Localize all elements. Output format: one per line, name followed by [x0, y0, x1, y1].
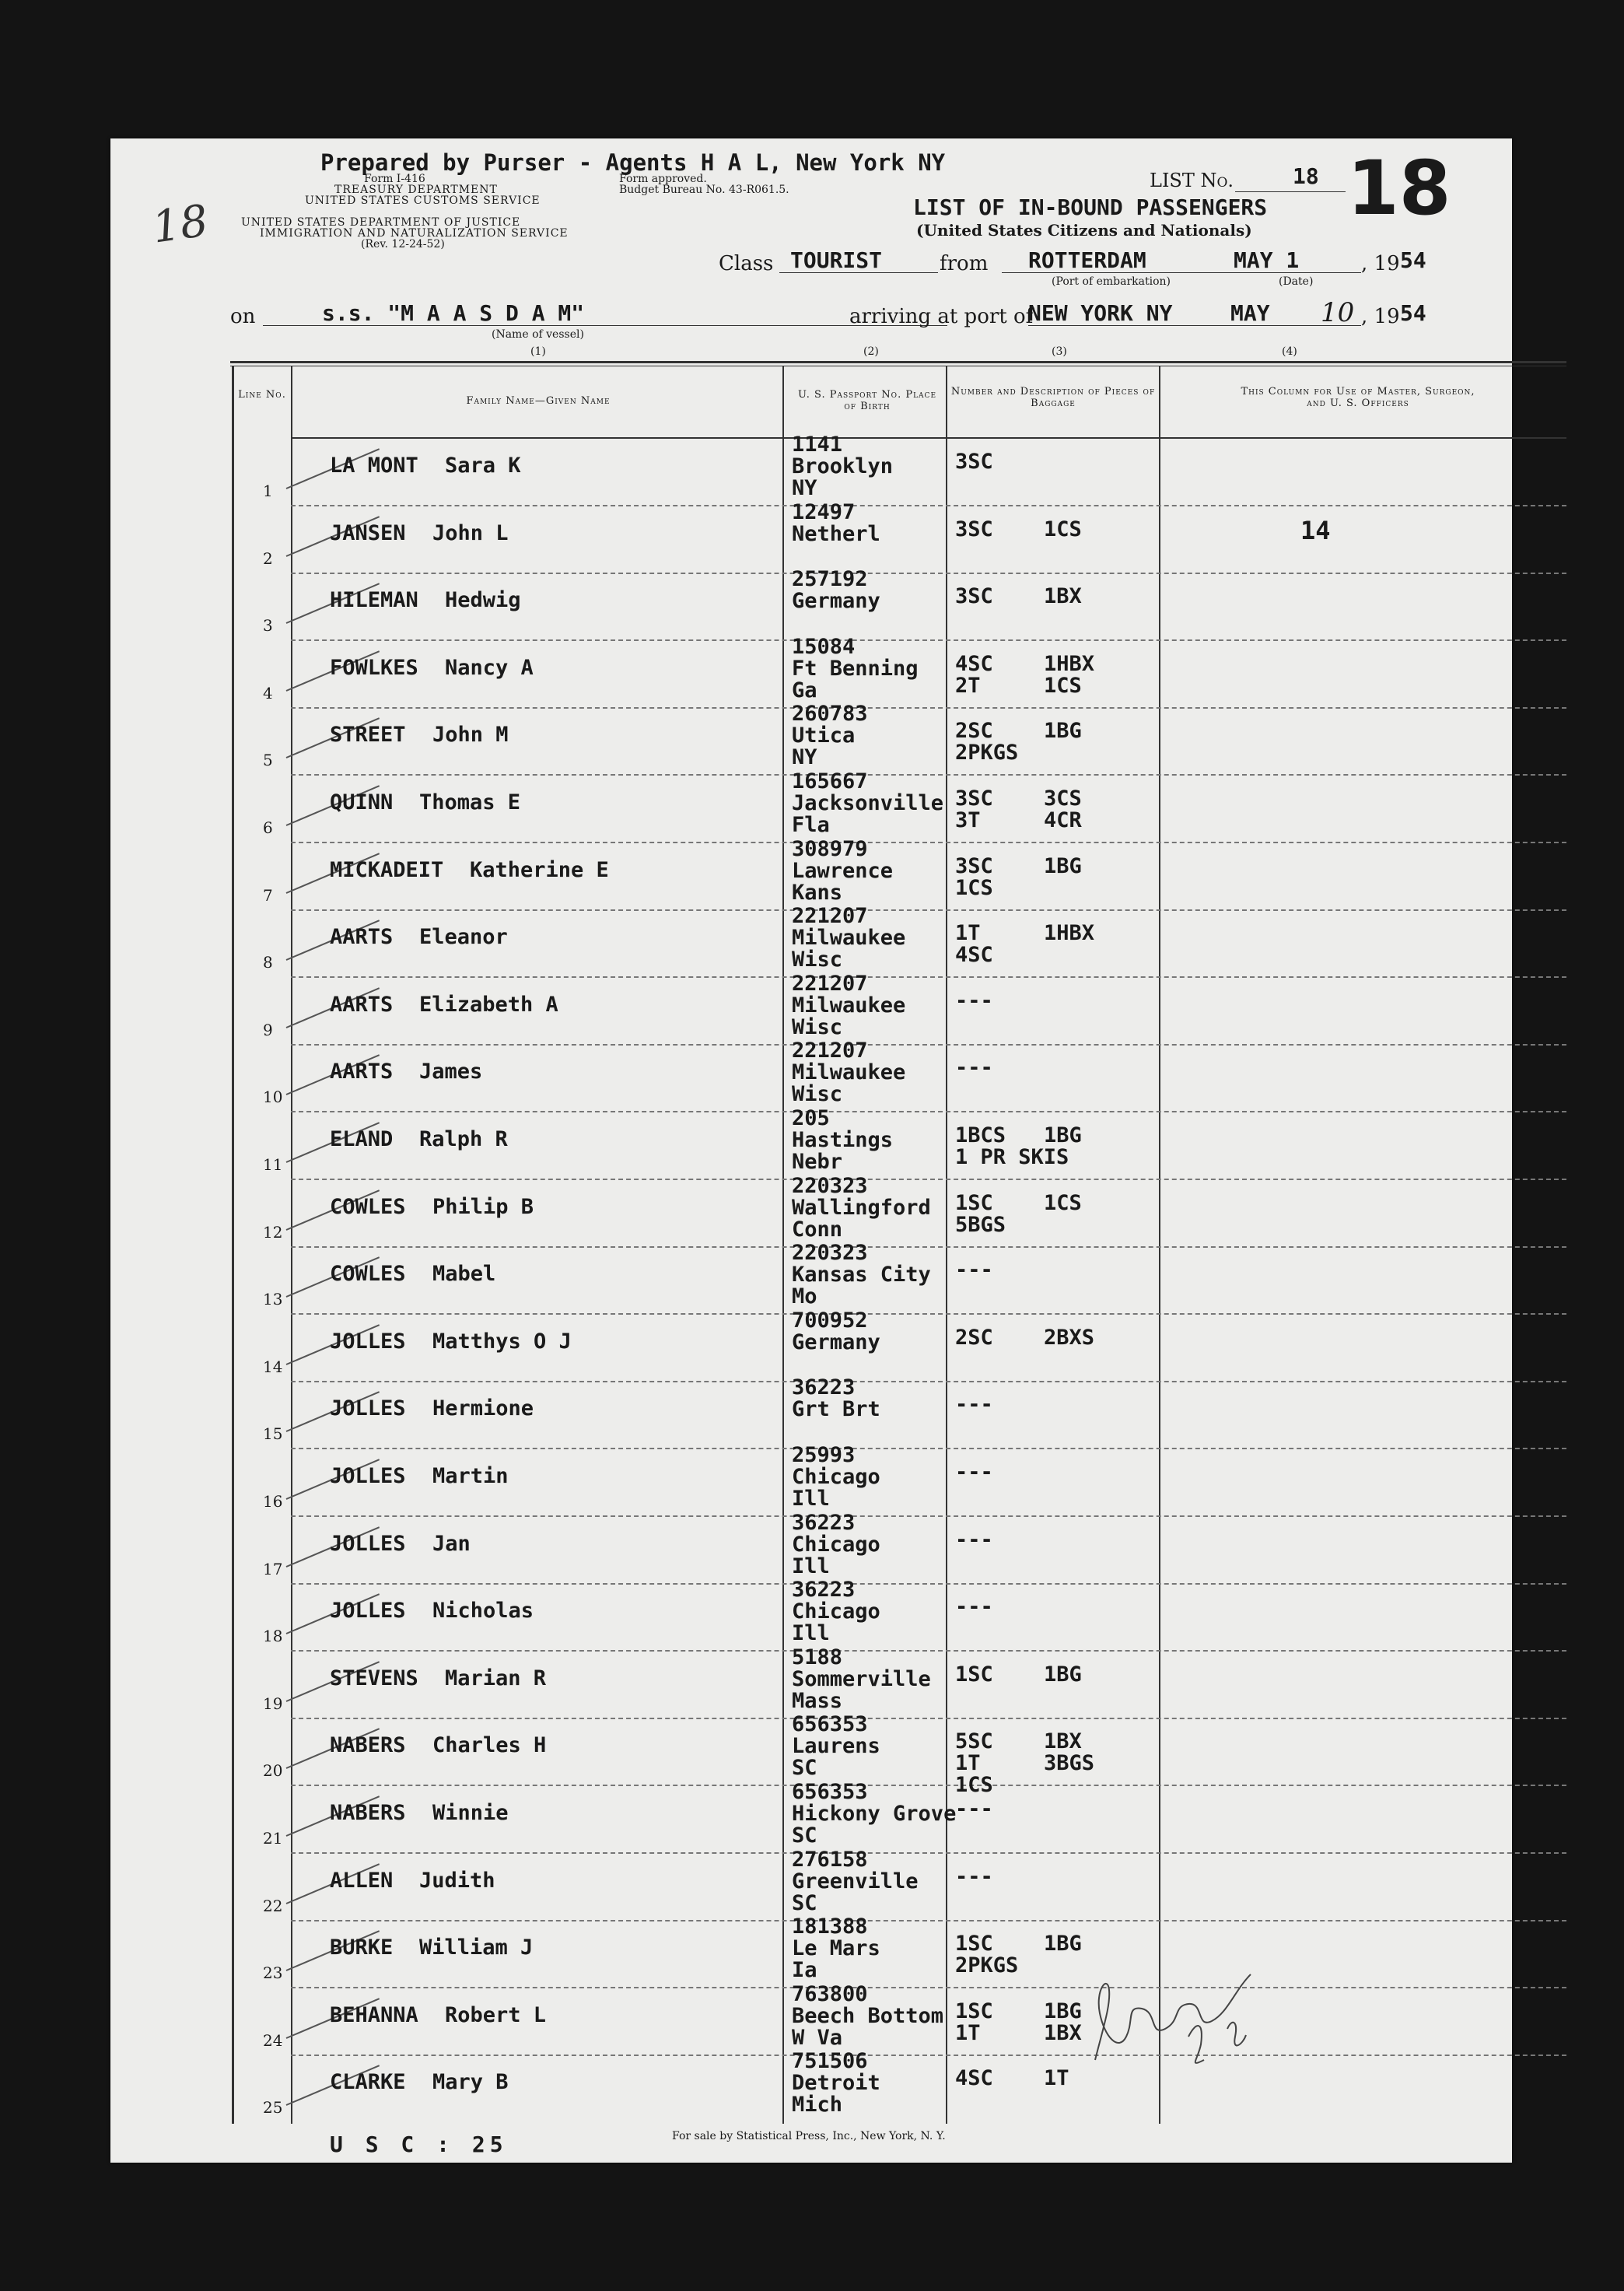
birthplace-state: Mass [792, 1689, 843, 1713]
given-name: Winnie [432, 1801, 509, 1825]
passport-number: 308979 [792, 837, 868, 861]
row-separator [291, 1718, 1566, 1719]
given-name: Nicholas [432, 1599, 534, 1623]
line-number: 18 [263, 1626, 283, 1645]
passport-number: 221207 [792, 972, 868, 996]
birthplace-state: Ill [792, 1554, 830, 1578]
class-label: Class [719, 252, 774, 275]
birthplace-state: Ill [792, 1621, 830, 1645]
passport-number: 12497 [792, 500, 856, 524]
baggage-1: --- [955, 1865, 993, 1889]
family-name: JOLLES [330, 1329, 406, 1354]
date-caption: (Date) [1279, 275, 1314, 288]
family-name: JOLLES [330, 1464, 406, 1488]
baggage-1: 1SC [955, 1932, 993, 1956]
baggage-2: 1BG [1044, 1662, 1082, 1687]
line-number: 12 [263, 1222, 283, 1242]
birthplace: Le Mars [792, 1936, 880, 1960]
row-separator [291, 1785, 1566, 1786]
given-name: Martin [432, 1464, 509, 1488]
birthplace: Greenville [792, 1869, 919, 1893]
form-number: Form I-416 [364, 173, 425, 185]
given-name: Marian R [445, 1666, 547, 1690]
passport-number: 257192 [792, 567, 868, 591]
usc-tally: U S C : 25 [330, 2132, 508, 2157]
given-name: Mary B [432, 2070, 509, 2094]
vessel-name: s.s. "M A A S D A M" [322, 300, 585, 326]
column-number: (2) [863, 345, 879, 358]
passport-number: 205 [792, 1106, 830, 1130]
passport-number: 260783 [792, 702, 868, 726]
budget-bureau: Budget Bureau No. 43-R061.5. [619, 184, 789, 196]
passport-number: 36223 [792, 1511, 856, 1535]
given-name: John M [432, 723, 509, 747]
birthplace: Milwaukee [792, 1060, 906, 1084]
birthplace: Utica [792, 723, 856, 748]
baggage-1: --- [955, 989, 993, 1013]
passport-number: 5188 [792, 1645, 843, 1669]
prepared-by-line: Prepared by Purser - Agents H A L, New York NY [320, 149, 946, 176]
on-label: on [230, 305, 256, 328]
passport-number: 656353 [792, 1780, 868, 1804]
baggage-2: 1BG [1044, 854, 1082, 878]
given-name: John L [432, 521, 509, 545]
printer-credit: For sale by Statistical Press, Inc., New York, N. Y. [672, 2130, 946, 2142]
line-number: 2 [263, 548, 273, 568]
family-name: MICKADEIT [330, 858, 444, 882]
date-underline [1199, 272, 1361, 273]
baggage-5: 1CS [955, 1773, 993, 1797]
col-divider-name [782, 366, 784, 2124]
row-separator [291, 1111, 1566, 1112]
list-title: LIST OF IN-BOUND PASSENGERS [913, 194, 1268, 220]
baggage-2: 1BX [1044, 1729, 1082, 1753]
row-separator [291, 1381, 1566, 1382]
baggage-2: 1T [1044, 2066, 1069, 2090]
birthplace: Sommerville [792, 1667, 931, 1691]
arrival-year-prefix: , 19 [1361, 305, 1400, 328]
given-name: Katherine E [470, 858, 609, 882]
line-number: 15 [263, 1424, 283, 1443]
birthplace-state: Ia [792, 1958, 817, 1982]
line-number: 6 [263, 818, 273, 837]
line-number: 11 [263, 1154, 283, 1174]
baggage-1: 3SC [955, 584, 993, 608]
line-number: 20 [263, 1760, 283, 1780]
given-name: Matthys O J [432, 1329, 572, 1354]
birthplace: Kansas City [792, 1263, 931, 1287]
column-number: (4) [1282, 345, 1297, 358]
baggage-1: 1T [955, 921, 981, 945]
family-name: JOLLES [330, 1599, 406, 1623]
baggage-2: 3CS [1044, 786, 1082, 811]
baggage-3: 2PKGS [955, 1953, 1019, 1977]
row-separator [291, 842, 1566, 843]
passport-number: 751506 [792, 2049, 868, 2073]
family-name: ALLEN [330, 1869, 394, 1893]
customs-service: UNITED STATES CUSTOMS SERVICE [305, 194, 541, 207]
row-separator [291, 1448, 1566, 1449]
col-divider-passport [946, 366, 947, 2124]
passport-number: 221207 [792, 904, 868, 928]
row-separator [291, 1920, 1566, 1921]
baggage-2: 2BXS [1044, 1326, 1095, 1350]
baggage-3: 1 PR SKIS [955, 1145, 1069, 1169]
treasury-dept: TREASURY DEPARTMENT [334, 184, 498, 196]
row-separator [291, 909, 1566, 911]
vessel-underline [263, 325, 947, 326]
line-number: 23 [263, 1963, 283, 1982]
vessel-caption: (Name of vessel) [492, 328, 584, 341]
given-name: Hedwig [445, 588, 521, 612]
family-name: AARTS [330, 1060, 394, 1084]
family-name: FOWLKES [330, 656, 418, 680]
row-separator [291, 774, 1566, 776]
baggage-1: 1SC [955, 1191, 993, 1215]
col-header-officers: This Column for Use of Master, Surgeon, and U. S. Officers [1241, 386, 1475, 409]
given-name: William J [419, 1935, 534, 1960]
birthplace-state: Conn [792, 1217, 843, 1242]
line-number: 14 [263, 1357, 283, 1376]
passport-number: 276158 [792, 1848, 868, 1872]
given-name: Judith [419, 1869, 495, 1893]
row-separator [291, 1852, 1566, 1854]
baggage-1: 1SC [955, 1662, 993, 1687]
birthplace: Netherl [792, 522, 880, 546]
line-number: 10 [263, 1087, 283, 1106]
line-number: 21 [263, 1828, 283, 1848]
given-name: Thomas E [419, 790, 521, 814]
given-name: Nancy A [445, 656, 534, 680]
table-left-border [232, 366, 234, 2124]
baggage-3: 3T [955, 808, 981, 832]
row-separator [291, 707, 1566, 709]
row-separator [291, 639, 1566, 641]
birthplace: Jacksonville [792, 791, 944, 815]
baggage-1: 4SC [955, 652, 993, 676]
line-number: 3 [263, 615, 273, 635]
birthplace: Germany [792, 589, 880, 613]
line-number: 5 [263, 750, 273, 769]
arrival-year: 54 [1400, 300, 1426, 326]
birthplace-state: Wisc [792, 1015, 843, 1039]
baggage-1: --- [955, 1460, 993, 1484]
family-name: JANSEN [330, 521, 406, 545]
baggage-2: 1BG [1044, 1123, 1082, 1147]
given-name: Jan [432, 1532, 471, 1556]
family-name: NABERS [330, 1801, 406, 1825]
list-no-underline [1235, 191, 1346, 192]
passport-number: 36223 [792, 1578, 856, 1602]
birthplace: Beech Bottom [792, 2004, 944, 2028]
birthplace: Grt Brt [792, 1397, 880, 1421]
baggage-4: 3BGS [1044, 1751, 1095, 1775]
year-prefix: , 19 [1361, 252, 1400, 275]
baggage-2: 1HBX [1044, 921, 1095, 945]
birthplace-state: Wisc [792, 1082, 843, 1106]
passport-number: 656353 [792, 1712, 868, 1736]
line-number: 1 [263, 481, 273, 500]
birthplace: Brooklyn [792, 454, 894, 478]
birthplace: Germany [792, 1330, 880, 1354]
col-divider-line [291, 366, 292, 2124]
class-value: TOURIST [790, 247, 883, 273]
passport-number: 220323 [792, 1174, 868, 1198]
baggage-3: 5BGS [955, 1213, 1006, 1237]
birthplace-state: NY [792, 476, 817, 500]
baggage-2: 1HBX [1044, 652, 1095, 676]
baggage-3: 1T [955, 1751, 981, 1775]
passport-number: 36223 [792, 1375, 856, 1399]
birthplace-state: Ga [792, 678, 817, 702]
family-name: STREET [330, 723, 406, 747]
family-name: COWLES [330, 1195, 406, 1219]
class-underline [779, 272, 938, 273]
birthplace: Hastings [792, 1128, 894, 1152]
birthplace-state: Mo [792, 1284, 817, 1308]
passenger-manifest-sheet [110, 138, 1512, 2163]
baggage-3: 2PKGS [955, 741, 1019, 765]
given-name: Robert L [445, 2003, 547, 2027]
birthplace: Hickony Grove [792, 1802, 957, 1826]
row-separator [291, 1313, 1566, 1315]
column-number: (1) [530, 345, 546, 358]
family-name: AARTS [330, 925, 394, 949]
embark-caption: (Port of embarkation) [1052, 275, 1171, 288]
given-name: Ralph R [419, 1127, 508, 1151]
ins-service: IMMIGRATION AND NATURALIZATION SERVICE [260, 227, 569, 240]
birthplace: Chicago [792, 1599, 880, 1624]
birthplace: Milwaukee [792, 993, 906, 1018]
family-name: NABERS [330, 1733, 406, 1757]
list-subtitle: (United States Citizens and Nationals) [916, 221, 1252, 240]
birthplace-state: Nebr [792, 1150, 843, 1174]
row-separator [291, 1650, 1566, 1652]
birthplace: Lawrence [792, 859, 894, 883]
birthplace: Milwaukee [792, 926, 906, 950]
birthplace: Chicago [792, 1533, 880, 1557]
birthplace: Laurens [792, 1734, 880, 1758]
line-number: 4 [263, 683, 273, 702]
birthplace-state: SC [792, 1823, 817, 1848]
arrival-day: 10 [1321, 297, 1355, 328]
passport-number: 1141 [792, 433, 843, 457]
baggage-4: 1BX [1044, 2021, 1082, 2045]
birthplace-state: Ill [792, 1487, 830, 1511]
baggage-1: 1SC [955, 1999, 993, 2023]
baggage-2: 1BG [1044, 1932, 1082, 1956]
line-number: 17 [263, 1559, 283, 1578]
line-number: 19 [263, 1694, 283, 1713]
table-top-rule [230, 361, 1566, 363]
row-separator [291, 976, 1566, 978]
row-separator [291, 1583, 1566, 1585]
row-separator [291, 1515, 1566, 1517]
col-header-name: Family Name—Given Name [466, 395, 611, 407]
arriving-label: arriving at port of [849, 305, 1034, 328]
given-name: James [419, 1060, 483, 1084]
birthplace-state: SC [792, 1891, 817, 1915]
passport-number: 15084 [792, 635, 856, 659]
baggage-1: 4SC [955, 2066, 993, 2090]
line-number: 25 [263, 2097, 283, 2117]
list-no-label: LIST No. [1150, 170, 1234, 191]
baggage-1: 2SC [955, 1326, 993, 1350]
family-name: CLARKE [330, 2070, 406, 2094]
family-name: HILEMAN [330, 588, 418, 612]
given-name: Philip B [432, 1195, 534, 1219]
column-number: (3) [1052, 345, 1067, 358]
row-separator [291, 1246, 1566, 1248]
passport-number: 221207 [792, 1039, 868, 1063]
birthplace-state: NY [792, 745, 817, 769]
family-name: BEHANNA [330, 2003, 418, 2027]
baggage-1: 1BCS [955, 1123, 1006, 1147]
baggage-3: 1CS [955, 876, 993, 900]
baggage-2: 1BX [1044, 584, 1082, 608]
row-separator [291, 2055, 1566, 2056]
baggage-2: 1BG [1044, 1999, 1082, 2023]
passport-number: 181388 [792, 1914, 868, 1939]
birthplace-state: Kans [792, 881, 843, 905]
row-separator [291, 1987, 1566, 1988]
family-name: AARTS [330, 993, 394, 1017]
line-number: 9 [263, 1020, 273, 1039]
port-of-embarkation: ROTTERDAM [1028, 247, 1146, 273]
revision-date: (Rev. 12-24-52) [361, 238, 445, 250]
birthplace-state: W Va [792, 2026, 843, 2050]
justice-dept: UNITED STATES DEPARTMENT OF JUSTICE [241, 216, 521, 229]
col-header-line-no: Line No. [238, 389, 286, 401]
baggage-1: 3SC [955, 854, 993, 878]
departure-year: 54 [1400, 247, 1426, 273]
arrival-month: MAY [1230, 300, 1270, 326]
row-separator [291, 573, 1566, 574]
departure-date: MAY 1 [1234, 247, 1300, 273]
baggage-1: --- [955, 1392, 993, 1417]
handwritten-signature [1072, 1943, 1274, 2083]
birthplace-state: Mich [792, 2093, 843, 2117]
baggage-1: --- [955, 1056, 993, 1080]
baggage-1: 3SC [955, 517, 993, 541]
arrival-underline [1028, 325, 1361, 326]
given-name: Mabel [432, 1262, 496, 1286]
baggage-1: 3SC [955, 450, 993, 474]
baggage-1: --- [955, 1258, 993, 1282]
line-number: 13 [263, 1289, 283, 1308]
baggage-1: 2SC [955, 719, 993, 743]
baggage-3: 2T [955, 674, 981, 698]
birthplace: Wallingford [792, 1196, 931, 1220]
baggage-1: 5SC [955, 1729, 993, 1753]
baggage-1: --- [955, 1528, 993, 1552]
given-name: Eleanor [419, 925, 508, 949]
line-number: 24 [263, 2030, 283, 2050]
given-name: Hermione [432, 1396, 534, 1420]
birthplace: Chicago [792, 1465, 880, 1489]
family-name: LA MONT [330, 454, 418, 478]
passport-number: 220323 [792, 1241, 868, 1265]
handwritten-margin-number: 18 [149, 195, 212, 254]
family-name: ELAND [330, 1127, 394, 1151]
officer-note: 14 [1300, 516, 1331, 545]
row-separator [291, 1179, 1566, 1180]
passport-number: 25993 [792, 1443, 856, 1467]
family-name: QUINN [330, 790, 394, 814]
baggage-1: --- [955, 1595, 993, 1619]
line-number: 7 [263, 885, 273, 905]
family-name: COWLES [330, 1262, 406, 1286]
header-bottom-rule [291, 437, 1566, 439]
birthplace-state: Fla [792, 813, 830, 837]
col-header-passport: U. S. Passport No. Place of Birth [797, 389, 937, 412]
baggage-2: 1CS [1044, 517, 1082, 541]
baggage-3: 1T [955, 2021, 981, 2045]
col-divider-baggage [1159, 366, 1160, 2124]
birthplace: Ft Benning [792, 657, 919, 681]
baggage-1: --- [955, 1797, 993, 1821]
family-name: BURKE [330, 1935, 394, 1960]
passport-number: 165667 [792, 769, 868, 793]
row-separator [291, 1044, 1566, 1046]
arrival-port: NEW YORK NY [1028, 300, 1173, 326]
birthplace-state: Wisc [792, 948, 843, 972]
passport-number: 763800 [792, 1982, 868, 2006]
given-name: Sara K [445, 454, 521, 478]
family-name: JOLLES [330, 1532, 406, 1556]
family-name: STEVENS [330, 1666, 418, 1690]
line-number: 8 [263, 952, 273, 972]
list-no-typed: 18 [1293, 163, 1319, 189]
baggage-1: 3SC [955, 786, 993, 811]
given-name: Elizabeth A [419, 993, 558, 1017]
family-name: JOLLES [330, 1396, 406, 1420]
col-header-baggage: Number and Description of Pieces of Baggage [950, 386, 1156, 409]
passport-number: 700952 [792, 1308, 868, 1333]
row-separator [291, 505, 1566, 506]
birthplace-state: SC [792, 1756, 817, 1780]
baggage-2: 1CS [1044, 1191, 1082, 1215]
list-no-stamp: 18 [1347, 145, 1451, 232]
baggage-4: 1CS [1044, 674, 1082, 698]
line-number: 22 [263, 1896, 283, 1915]
birthplace: Detroit [792, 2071, 880, 2095]
line-number: 16 [263, 1491, 283, 1511]
baggage-3: 4SC [955, 943, 993, 967]
baggage-4: 4CR [1044, 808, 1082, 832]
from-label: from [940, 252, 989, 275]
baggage-2: 1BG [1044, 719, 1082, 743]
form-approved: Form approved. [619, 173, 707, 185]
given-name: Charles H [432, 1733, 547, 1757]
